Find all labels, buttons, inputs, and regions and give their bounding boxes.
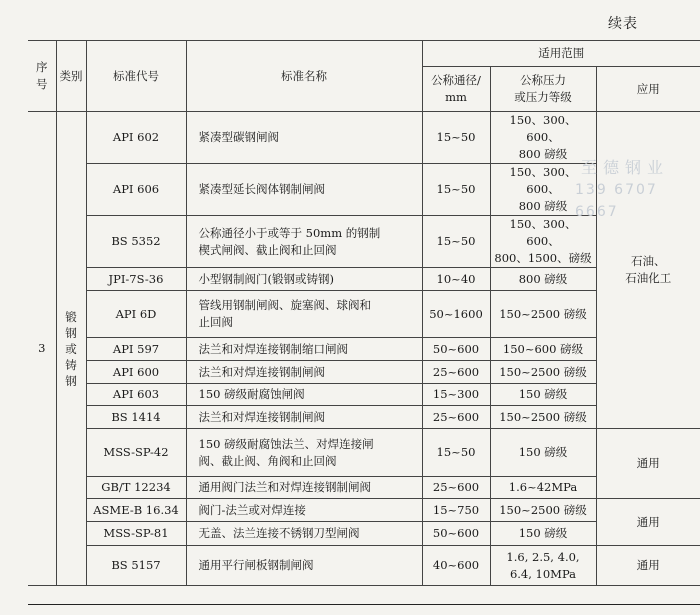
nominal-diameter-cell: 15~50 — [422, 216, 490, 268]
pressure-class-cell: 150~2500 磅级 — [490, 406, 596, 429]
pressure-class-cell: 1.6, 2.5, 4.0, 6.4, 10MPa — [490, 546, 596, 586]
pressure-class-cell: 150 磅级 — [490, 522, 596, 546]
watermark-phone: 139 6707 6667 — [575, 182, 658, 220]
standard-name-cell: 管线用钢制闸阀、旋塞阀、球阀和 止回阀 — [186, 291, 422, 338]
nominal-diameter-cell: 10~40 — [422, 268, 490, 291]
standard-code-cell: BS 5352 — [86, 216, 186, 268]
nominal-diameter-cell: 50~1600 — [422, 291, 490, 338]
standard-code-cell: ASME-B 16.34 — [86, 499, 186, 522]
standard-code-cell: API 603 — [86, 384, 186, 406]
application-cell: 石油、 石油化工 — [596, 112, 700, 429]
pressure-class-cell: 800 磅级 — [490, 268, 596, 291]
header-pressure: 公称压力 或压力等级 — [490, 67, 596, 112]
pressure-class-cell: 150~600 磅级 — [490, 338, 596, 361]
standard-code-cell: API 606 — [86, 164, 186, 216]
nominal-diameter-cell: 15~750 — [422, 499, 490, 522]
standard-name-cell: 150 磅级耐腐蚀闸阀 — [186, 384, 422, 406]
pressure-class-cell: 1.6~42MPa — [490, 477, 596, 499]
standard-name-cell: 法兰和对焊连接钢制闸阀 — [186, 361, 422, 384]
standard-name-cell: 小型钢制阀门(锻钢或铸钢) — [186, 268, 422, 291]
nominal-diameter-cell: 40~600 — [422, 546, 490, 586]
pressure-class-cell: 150 磅级 — [490, 384, 596, 406]
header-dn: 公称通径/ mm — [422, 67, 490, 112]
nominal-diameter-cell: 15~50 — [422, 112, 490, 164]
seq-cell: 3 — [28, 112, 56, 586]
standard-code-cell: API 6D — [86, 291, 186, 338]
standard-code-cell: MSS-SP-42 — [86, 429, 186, 477]
standard-code-cell: GB/T 12234 — [86, 477, 186, 499]
standard-name-cell: 通用阀门法兰和对焊连接钢制闸阀 — [186, 477, 422, 499]
standard-name-cell: 法兰和对焊连接钢制缩口闸阀 — [186, 338, 422, 361]
standard-name-cell: 阀门-法兰或对焊连接 — [186, 499, 422, 522]
table-row — [28, 429, 700, 477]
nominal-diameter-cell: 15~300 — [422, 384, 490, 406]
nominal-diameter-cell: 25~600 — [422, 477, 490, 499]
nominal-diameter-cell: 25~600 — [422, 361, 490, 384]
standard-code-cell: API 600 — [86, 361, 186, 384]
continued-label: 续表 — [608, 16, 638, 32]
application-cell: 通用 — [596, 499, 700, 546]
application-cell: 通用 — [596, 546, 700, 586]
watermark-company: 至德钢业 — [581, 158, 670, 177]
standard-code-cell: BS 1414 — [86, 406, 186, 429]
nominal-diameter-cell: 15~50 — [422, 164, 490, 216]
pressure-class-cell: 150、300、600、 800 磅级 — [490, 164, 596, 216]
table-row — [28, 112, 700, 164]
header-scope: 适用范围 — [422, 41, 700, 67]
application-cell: 通用 — [596, 429, 700, 499]
pressure-class-cell: 150~2500 磅级 — [490, 499, 596, 522]
standard-name-cell: 公称通径小于或等于 50mm 的钢制 楔式闸阀、截止阀和止回阀 — [186, 216, 422, 268]
bottom-rule — [28, 604, 700, 605]
category-cell: 锻 钢 或 铸 钢 — [56, 112, 86, 586]
valve-standards-table — [28, 40, 700, 586]
standard-name-cell: 紧凑型延长阀体钢制闸阀 — [186, 164, 422, 216]
standard-code-cell: MSS-SP-81 — [86, 522, 186, 546]
pressure-class-cell: 150 磅级 — [490, 429, 596, 477]
standard-code-cell: API 597 — [86, 338, 186, 361]
standard-name-cell: 紧凑型碳钢闸阀 — [186, 112, 422, 164]
header-seq: 序号 — [28, 41, 56, 112]
pressure-class-cell: 150~2500 磅级 — [490, 361, 596, 384]
nominal-diameter-cell: 50~600 — [422, 522, 490, 546]
standard-code-cell: BS 5157 — [86, 546, 186, 586]
standard-name-cell: 150 磅级耐腐蚀法兰、对焊连接闸 阀、截止阀、角阀和止回阀 — [186, 429, 422, 477]
standard-name-cell: 无盖、法兰连接不锈钢刀型闸阀 — [186, 522, 422, 546]
header-application: 应用 — [596, 67, 700, 112]
pressure-class-cell: 150、300、600、 800 磅级 — [490, 112, 596, 164]
standard-code-cell: API 602 — [86, 112, 186, 164]
header-name: 标准名称 — [186, 41, 422, 112]
pressure-class-cell: 150~2500 磅级 — [490, 291, 596, 338]
nominal-diameter-cell: 25~600 — [422, 406, 490, 429]
header-code: 标准代号 — [86, 41, 186, 112]
standard-name-cell: 法兰和对焊连接钢制闸阀 — [186, 406, 422, 429]
standard-code-cell: JPI-7S-36 — [86, 268, 186, 291]
table-row — [28, 546, 700, 586]
header-category: 类别 — [56, 41, 86, 112]
table-row — [28, 499, 700, 522]
standard-name-cell: 通用平行闸板钢制闸阀 — [186, 546, 422, 586]
nominal-diameter-cell: 50~600 — [422, 338, 490, 361]
pressure-class-cell: 150、300、600、 800、1500、磅级 — [490, 216, 596, 268]
nominal-diameter-cell: 15~50 — [422, 429, 490, 477]
